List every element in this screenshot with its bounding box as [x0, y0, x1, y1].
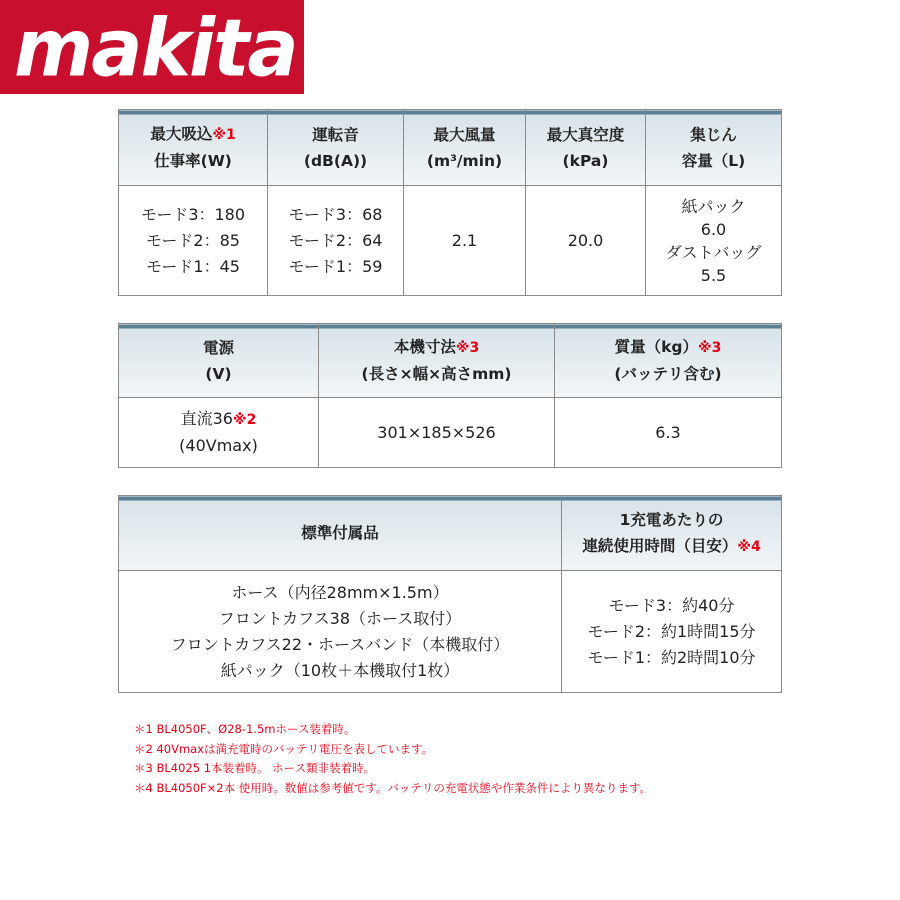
- cell-suction-values: モード3：180 モード2：85 モード1：45: [119, 186, 268, 296]
- header-weight: 質量（kg）※3 (バッテリ含む): [555, 324, 782, 398]
- cell-weight-value: 6.3: [555, 398, 782, 468]
- cell-accessories-list: ホース（内径28mm×1.5m） フロントカフス38（ホース取付） フロントカフス22・ホースバンド（本機取付） 紙パック（10枚＋本機取付1枚）: [119, 571, 562, 693]
- cell-capacity-values: 紙パック 6.0 ダストバッグ 5.5: [646, 186, 782, 296]
- cell-runtime-values: モード3：約40分 モード2：約1時間15分 モード1：約2時間10分: [562, 571, 782, 693]
- spec-table-performance: [118, 109, 782, 296]
- spec-table-dimensions: [118, 323, 782, 468]
- footnote-3: ＊3 BL4025 1本装着時。 ホース類非装着時。: [134, 761, 376, 775]
- cell-noise-values: モード3：68 モード2：64 モード1：59: [268, 186, 404, 296]
- spec-table-accessories: [118, 495, 782, 693]
- footnote-4: ＊4 BL4050F×2本 使用時。数値は参考値です。バッテリの充電状態や作業条件により異なります。: [134, 780, 651, 795]
- cell-airflow-value: 2.1: [404, 186, 526, 296]
- footnote-2: ＊2 40Vmaxは満充電時のバッテリ電圧を表しています。: [134, 741, 434, 756]
- header-vacuum: 最大真空度 (kPa): [526, 110, 646, 186]
- table-row: [119, 571, 782, 693]
- footnotes: [134, 720, 874, 798]
- header-accessories: 標準付属品: [119, 496, 562, 571]
- header-suction-power: 最大吸込※1 仕事率(W): [119, 110, 268, 186]
- makita-logo: [0, 0, 304, 94]
- table-row: [119, 398, 782, 468]
- cell-dimensions-value: 301×185×526: [319, 398, 555, 468]
- table-row: [119, 186, 782, 296]
- header-dimensions: 本機寸法※3 (長さ×幅×高さmm): [319, 324, 555, 398]
- header-noise: 運転音 (dB(A)): [268, 110, 404, 186]
- table-header-row: [119, 110, 782, 186]
- header-airflow: 最大風量 (m³/min): [404, 110, 526, 186]
- footnote-1: ＊1 BL4050F、Ø28-1.5mホース装着時。: [134, 722, 356, 736]
- cell-power-value: 直流36※2 (40Vmax): [119, 398, 319, 468]
- logo-text: makita: [14, 0, 297, 94]
- header-capacity: 集じん 容量（L): [646, 110, 782, 186]
- header-power-source: 電源 (V): [119, 324, 319, 398]
- table-header-row: [119, 496, 782, 571]
- cell-vacuum-value: 20.0: [526, 186, 646, 296]
- header-runtime: 1充電あたりの 連続使用時間（目安）※4: [562, 496, 782, 571]
- table-header-row: [119, 324, 782, 398]
